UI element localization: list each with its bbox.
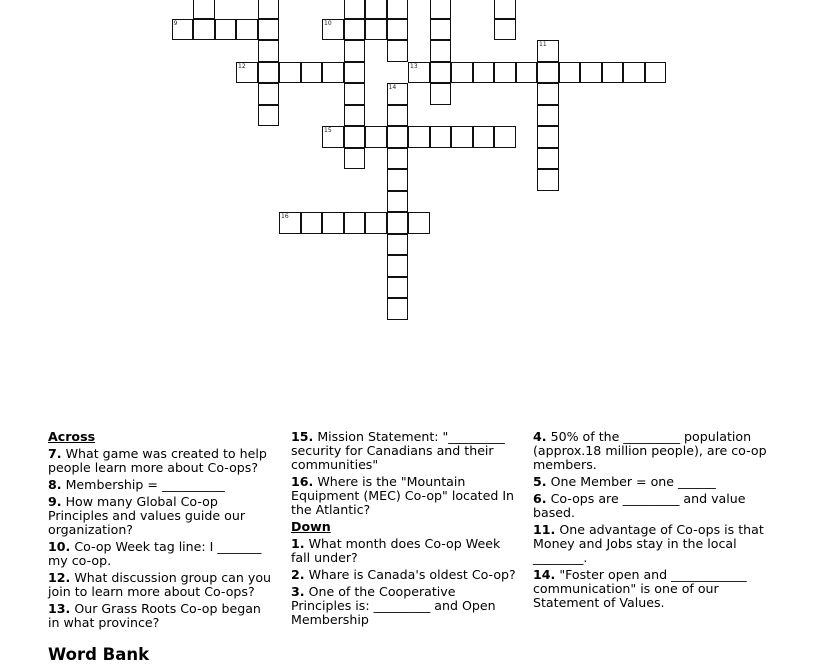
- clue-down-1: [291, 537, 516, 565]
- crossword-cell[interactable]: [451, 126, 473, 148]
- clue-number-label: 15: [324, 127, 332, 134]
- crossword-cell[interactable]: [322, 62, 344, 84]
- clue-text: How many Global Co-op Principles and values guide our organization?: [48, 494, 246, 537]
- crossword-cell[interactable]: [645, 62, 667, 84]
- crossword-cell[interactable]: [344, 40, 366, 62]
- crossword-cell[interactable]: [258, 83, 280, 105]
- clue-across-15: [291, 430, 516, 472]
- clue-number: 1.: [291, 536, 305, 551]
- crossword-cell[interactable]: [193, 0, 215, 19]
- clue-text: What month does Co-op Week fall under?: [291, 536, 501, 565]
- crossword-cell[interactable]: [387, 212, 409, 234]
- crossword-cell[interactable]: [537, 148, 559, 170]
- crossword-cell[interactable]: [430, 40, 452, 62]
- clue-number: 7.: [48, 446, 62, 461]
- crossword-cell[interactable]: [193, 19, 215, 41]
- crossword-cell[interactable]: [344, 19, 366, 41]
- crossword-cell[interactable]: [387, 234, 409, 256]
- crossword-cell[interactable]: [279, 212, 301, 234]
- crossword-cell[interactable]: [301, 212, 323, 234]
- clues-column-2: [291, 430, 516, 630]
- clue-across-16: [291, 475, 516, 517]
- crossword-cell[interactable]: [344, 105, 366, 127]
- across-heading: Across: [48, 429, 96, 444]
- crossword-cell[interactable]: [387, 298, 409, 320]
- crossword-cell[interactable]: [344, 148, 366, 170]
- crossword-cell[interactable]: [387, 169, 409, 191]
- crossword-cell[interactable]: [430, 126, 452, 148]
- crossword-cell[interactable]: [537, 83, 559, 105]
- clue-number: 9.: [48, 494, 62, 509]
- clue-across-9: [48, 495, 273, 537]
- clue-number: 15.: [291, 429, 314, 444]
- clue-number: 14.: [533, 567, 556, 582]
- clue-text: Membership = __________: [61, 477, 225, 492]
- clue-down-14: [533, 568, 773, 610]
- crossword-cell[interactable]: [387, 255, 409, 277]
- clue-text: Whare is Canada's oldest Co-op?: [304, 567, 516, 582]
- crossword-cell[interactable]: [430, 0, 452, 19]
- clue-text: One of the Cooperative Principles is: _________ and Open Membership: [291, 584, 496, 627]
- crossword-cell[interactable]: [430, 19, 452, 41]
- crossword-cell[interactable]: [451, 62, 473, 84]
- crossword-cell[interactable]: [494, 19, 516, 41]
- clue-number-label: 16: [281, 213, 289, 220]
- crossword-cell[interactable]: [344, 126, 366, 148]
- crossword-cell[interactable]: [494, 62, 516, 84]
- clue-number: 3.: [291, 584, 305, 599]
- crossword-cell[interactable]: [473, 62, 495, 84]
- crossword-cell[interactable]: [365, 19, 387, 41]
- crossword-cell[interactable]: [387, 105, 409, 127]
- crossword-cell[interactable]: [559, 62, 581, 84]
- crossword-cell[interactable]: [537, 126, 559, 148]
- crossword-cell[interactable]: [258, 62, 280, 84]
- crossword-cell[interactable]: [258, 19, 280, 41]
- crossword-cell[interactable]: [537, 62, 559, 84]
- clue-text: Co-op Week tag line: I _______ my co-op.: [48, 539, 262, 568]
- clue-number-label: 10: [324, 19, 332, 27]
- clue-number: 8.: [48, 477, 62, 492]
- clue-across-12: [48, 571, 273, 599]
- clue-down-11: [533, 523, 773, 565]
- clue-number-label: 9: [173, 19, 178, 27]
- crossword-cell[interactable]: [322, 19, 344, 41]
- crossword-cell[interactable]: [236, 62, 258, 84]
- clue-number-label: 14: [388, 84, 397, 91]
- crossword-cell[interactable]: [408, 62, 430, 84]
- clue-number: 16.: [291, 474, 314, 489]
- crossword-cell[interactable]: [387, 191, 409, 213]
- crossword-cell[interactable]: [365, 212, 387, 234]
- crossword-cell[interactable]: [258, 105, 280, 127]
- crossword-cell[interactable]: [344, 83, 366, 105]
- crossword-cell[interactable]: [537, 105, 559, 127]
- crossword-cell[interactable]: [387, 148, 409, 170]
- crossword-cell[interactable]: [473, 126, 495, 148]
- crossword-cell[interactable]: [236, 19, 258, 41]
- clue-text: Our Grass Roots Co-op began in what province?: [48, 601, 261, 630]
- word-bank-heading: Word Bank: [48, 645, 150, 664]
- clue-across-8: [48, 478, 273, 492]
- clue-across-7: [48, 447, 273, 475]
- clue-number: 4.: [533, 429, 547, 444]
- crossword-cell[interactable]: [322, 126, 344, 148]
- crossword-cell[interactable]: [172, 19, 194, 41]
- crossword-cell[interactable]: [537, 40, 559, 62]
- clue-across-13: [48, 602, 273, 630]
- crossword-cell[interactable]: [322, 212, 344, 234]
- crossword-cell[interactable]: [387, 83, 409, 105]
- crossword-grid: [0, 0, 816, 330]
- clue-number: 13.: [48, 601, 71, 616]
- clue-number: 11.: [533, 522, 556, 537]
- clue-down-2: [291, 568, 516, 582]
- clue-text: Where is the "Mountain Equipment (MEC) Co-op" located In the Atlantic?: [291, 474, 515, 517]
- clue-across-10: [48, 540, 273, 568]
- crossword-cell[interactable]: [387, 40, 409, 62]
- crossword-cell[interactable]: [430, 83, 452, 105]
- crossword-cell[interactable]: [387, 0, 409, 19]
- crossword-cell[interactable]: [279, 62, 301, 84]
- clues-column-3: [533, 430, 773, 613]
- clue-number: 6.: [533, 491, 547, 506]
- clue-number: 2.: [291, 567, 305, 582]
- clue-number-label: 11: [539, 41, 547, 48]
- clue-down-5: [533, 475, 773, 489]
- clue-text: Co-ops are _________ and value based.: [533, 491, 746, 520]
- clue-text: "Foster open and ____________ communication" is one of our Statement of Values.: [533, 567, 747, 610]
- crossword-cell[interactable]: [537, 169, 559, 191]
- clue-number-label: 12: [238, 62, 246, 70]
- crossword-cell[interactable]: [408, 212, 430, 234]
- crossword-cell[interactable]: [215, 19, 237, 41]
- clue-down-6: [533, 492, 773, 520]
- clue-number: 5.: [533, 474, 547, 489]
- crossword-cell[interactable]: [344, 62, 366, 84]
- clue-text: One advantage of Co-ops is that Money and Jobs stay in the local ________.: [533, 522, 764, 565]
- clues-column-1: [48, 430, 273, 633]
- crossword-cell[interactable]: [258, 0, 280, 19]
- clue-text: What discussion group can you join to learn more about Co-ops?: [48, 570, 272, 599]
- crossword-cell[interactable]: [494, 0, 516, 19]
- crossword-cell[interactable]: [344, 212, 366, 234]
- crossword-cell[interactable]: [602, 62, 624, 84]
- crossword-cell[interactable]: [387, 277, 409, 299]
- crossword-cell[interactable]: [623, 62, 645, 84]
- clue-number-label: 13: [410, 62, 418, 70]
- crossword-cell[interactable]: [387, 19, 409, 41]
- clue-text: Mission Statement: "_________ security for Canadians and their communities": [291, 429, 505, 472]
- crossword-cell[interactable]: [365, 0, 387, 19]
- clue-number: 12.: [48, 570, 71, 585]
- crossword-cell[interactable]: [516, 62, 538, 84]
- down-heading: Down: [291, 519, 331, 534]
- clue-text: What game was created to help people learn more about Co-ops?: [48, 446, 267, 475]
- clue-text: 50% of the _________ population (approx.18 million people), are co-op members.: [533, 429, 767, 472]
- crossword-cell[interactable]: [301, 62, 323, 84]
- crossword-cell[interactable]: [344, 0, 366, 19]
- clue-number: 10.: [48, 539, 71, 554]
- clue-down-3: [291, 585, 516, 627]
- crossword-cell[interactable]: [580, 62, 602, 84]
- crossword-cell[interactable]: [258, 40, 280, 62]
- clue-text: One Member = one ______: [546, 474, 716, 489]
- crossword-cell[interactable]: [408, 126, 430, 148]
- crossword-cell[interactable]: [365, 126, 387, 148]
- crossword-cell[interactable]: [387, 126, 409, 148]
- clue-down-4: [533, 430, 773, 472]
- crossword-cell[interactable]: [494, 126, 516, 148]
- crossword-cell[interactable]: [430, 62, 452, 84]
